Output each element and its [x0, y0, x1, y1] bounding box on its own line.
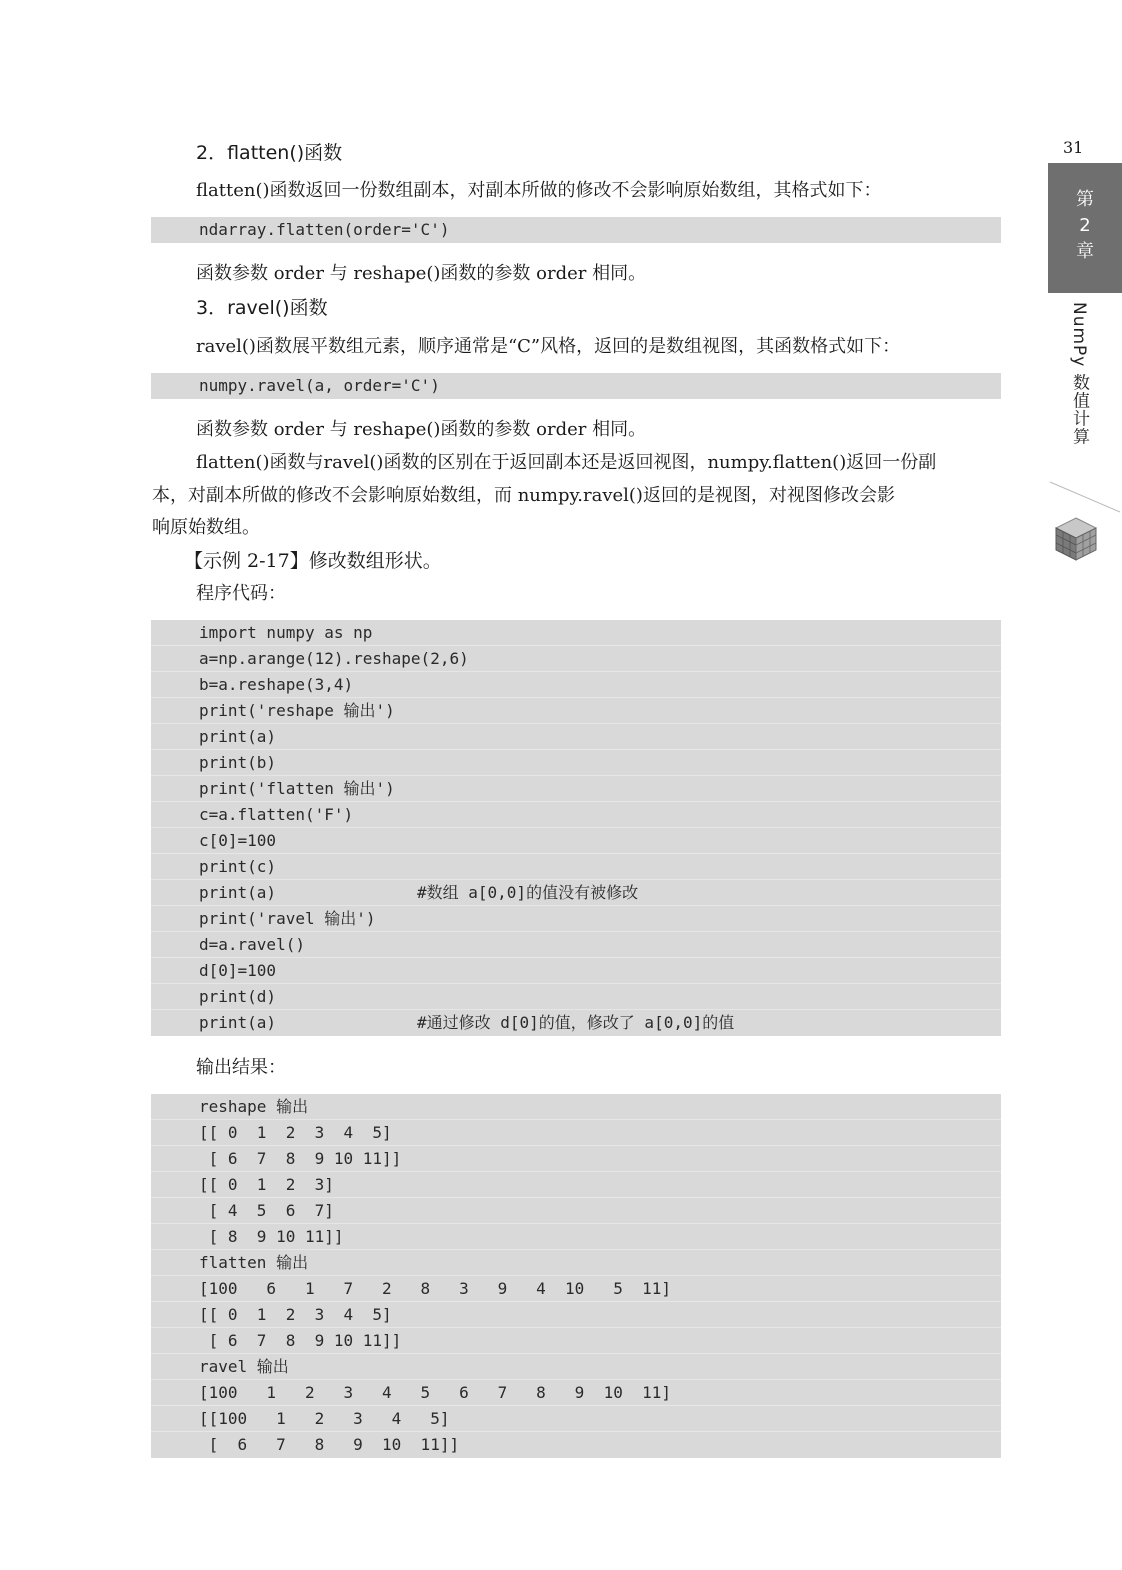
section3-code-block: [151, 373, 1001, 399]
chapter-tab-line3: 章: [1076, 241, 1094, 262]
code-line-with-comment: [151, 880, 1001, 906]
code-line: c[0]=100: [151, 828, 1001, 854]
output-line: [100 1 2 3 4 5 6 7 8 9 10 11]: [151, 1380, 1001, 1406]
section2-code-block: [151, 217, 1001, 243]
code-comment: #数组 a[0,0]的值没有被修改: [417, 883, 639, 902]
section2-heading: 2．flatten()函数: [196, 142, 343, 164]
code-line: b=a.reshape(3,4): [151, 672, 1001, 698]
section2-code-line: ndarray.flatten(order='C'): [199, 220, 450, 239]
code-line: d[0]=100: [151, 958, 1001, 984]
comparison-line1: flatten()函数与ravel()函数的区别在于返回副本还是返回视图，numpy.flatten()返回一份副: [196, 452, 937, 473]
output-line: [ 6 7 8 9 10 11]]: [151, 1146, 1001, 1172]
output-block: [151, 1094, 1001, 1458]
section3-code-line: numpy.ravel(a, order='C'): [199, 376, 440, 395]
output-line: [ 6 7 8 9 10 11]]: [199, 1435, 460, 1454]
output-line: [[ 0 1 2 3 4 5]: [151, 1302, 1001, 1328]
chapter-title: NumPy 数值计算: [1069, 302, 1089, 446]
section3-note: 函数参数 order 与 reshape()函数的参数 order 相同。: [196, 419, 647, 440]
code-line: print(a): [151, 724, 1001, 750]
comparison-line2: 本，对副本所做的修改不会影响原始数组，而 numpy.ravel()返回的是视图，对视图修改会影: [152, 484, 895, 506]
code-label: 程序代码：: [196, 583, 286, 604]
output-line: [[ 0 1 2 3]: [151, 1172, 1001, 1198]
code-line: print('ravel 输出'): [151, 906, 1001, 932]
program-code-block: [151, 620, 1001, 1036]
code-text: print(a): [199, 883, 277, 902]
output-line: reshape 输出: [151, 1094, 1001, 1120]
example-title: 【示例 2-17】修改数组形状。: [184, 550, 442, 572]
chapter-tab-line1: 第: [1076, 189, 1094, 210]
output-line: ravel 输出: [151, 1354, 1001, 1380]
code-line: print(b): [151, 750, 1001, 776]
output-line: [ 4 5 6 7]: [151, 1198, 1001, 1224]
comparison-line3: 响原始数组。: [152, 517, 260, 538]
code-line-with-comment: [151, 1010, 1001, 1036]
chapter-tab: [1048, 163, 1122, 293]
code-line: print('flatten 输出'): [151, 776, 1001, 802]
output-line: [ 6 7 8 9 10 11]]: [151, 1328, 1001, 1354]
chapter-tab-line2: 2: [1079, 215, 1091, 236]
output-label: 输出结果：: [196, 1057, 286, 1078]
code-line: print(c): [151, 854, 1001, 880]
output-line: [100 6 1 7 2 8 3 9 4 10 5 11]: [151, 1276, 1001, 1302]
code-line: c=a.flatten('F'): [151, 802, 1001, 828]
code-line: print(d): [151, 984, 1001, 1010]
section3-intro: ravel()函数展平数组元素，顺序通常是“C”风格，返回的是数组视图，其函数格式如下：: [196, 336, 901, 357]
code-line: import numpy as np: [151, 620, 1001, 646]
code-line: d=a.ravel(): [151, 932, 1001, 958]
code-text: print(a): [199, 1013, 277, 1032]
section3-heading: 3．ravel()函数: [196, 297, 328, 319]
code-line: a=np.arange(12).reshape(2,6): [151, 646, 1001, 672]
output-line: [[ 0 1 2 3 4 5]: [151, 1120, 1001, 1146]
output-line: [[100 1 2 3 4 5]: [151, 1406, 1001, 1432]
rubiks-cube-icon: [1048, 480, 1122, 570]
comparison-paragraph: [152, 447, 997, 545]
code-line: print('reshape 输出'): [151, 698, 1001, 724]
section2-intro: flatten()函数返回一份数组副本，对副本所做的修改不会影响原始数组，其格式如下：: [196, 180, 882, 201]
code-comment: #通过修改 d[0]的值，修改了 a[0,0]的值: [417, 1013, 735, 1032]
page-number: 31: [1063, 138, 1084, 157]
output-line: flatten 输出: [151, 1250, 1001, 1276]
output-line: [ 8 9 10 11]]: [151, 1224, 1001, 1250]
section2-note: 函数参数 order 与 reshape()函数的参数 order 相同。: [196, 263, 647, 284]
